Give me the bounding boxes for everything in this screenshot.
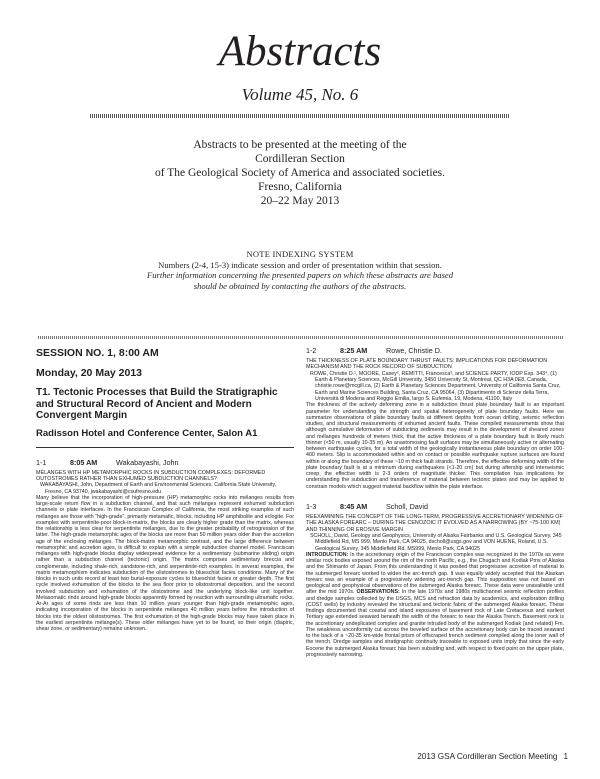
indexing-note xyxy=(0,249,600,291)
abstract-number: 1-1 xyxy=(36,457,47,467)
abstract-header xyxy=(306,502,564,512)
abstract-time: 8:45 AM xyxy=(340,501,368,511)
abstract-body: Many believe that the incorporation of high-pressure (HP) metamorphic rocks into mélanges results from large-scale return flow in a subduction channel, and that such mélanges represent exhumed subduction channels or plate interfaces. In the Franciscan Complex of California, the most striking examples of such mélanges are those with "high-grade", primarily metamafic, blocks, including HP amphibolite and eclogite. For examples with serpentinite-poor block-in-matrix, the blocks are clearly higher grade than the matrix, whereas the relationship is less clear for serpentinite mélanges, due to the greater probability of retrogression of the latter. The high-grade metamorphic ages of the blocks are more than 50 million years older than the accretion age of the enclosing mélanges. The block-matrix metamorphic contrast, and the large difference between metamorphic and accretion ages, is difficult to explain with a simple subduction channel model. Franciscan mélanges with high-grade blocks display widespread evidence for a sedimentary (submarine sliding) origin rather than a subduction channel (tectonic) origin. The matrix comprises sedimentary breccia and conglomerate, including shale-rich, sandstone-rich, and serpentinite-rich examples. In several examples, the matrix metamorphism indicates subduction of the olistostromes to blueschist facies conditions. Many of the blocks in such units record at least two burial-exposure cycles to blueschist facies or greater depth. The first cycle involved exhumation of the blocks to the sea floor prior to olistostromal deposition, and the second involved subduction and exhumation of the olistostrome and the underlying block-like unit together. Metasomatic rinds around high-grade blocks apparently formed by reaction with surrounding ultramafic rocks. Ar-Ar ages of some rinds are less than 10 million years younger than high-grade metamorphic ages, indicating incorporation of the blocks in serpentinite mélanges 40 million years before the introduction of blocks into the oldest olistostromes. The first exhumation of the high-grade blocks may have taken place in the earliest serpentinite mélange(s). These older mélanges have yet to be found, so their origin (diapiric, shear zone, or sedimentary) remains unknown. xyxy=(36,494,294,633)
session-title: T1. Tectonic Processes that Build the Stratigraphic and Structural Record of Ancient and Modern Convergent Margin xyxy=(36,387,278,421)
abstract-author: Scholl, David xyxy=(386,501,428,511)
session-rule xyxy=(36,447,294,448)
abstract-affiliation: SCHOLL, David, Geology and Geophysics, University of Alaska Fairbanks and U.S. Geological Survey, 345 Middlefield Rd, MS 999, Menlo Park, CA 94025, dscholl@usgs.gov and VON HUENE, Roland, U.S. Geological Survey, 345 Middlefield Rd. MS999, Menlo Park, CA 94025 xyxy=(310,532,562,552)
header-divider xyxy=(90,114,510,118)
abstract-observations-text: In the late 1970s and 1980s multichannel seismic reflection profiles and dredge samples collected by the USGS, MCS and refraction data by academics, and exploration drilling (COST wells) by industry revealed the structural and tectonic fabric of the submerged Alaska forearc. These findings documented that coastal and island exposures of basement rock of Late Cretaceous and earliest Tertiary age extended seaward beneath the width of the forearc to near the Alaska Trench. Basement rock is the accretionary undeplicated complex and granite intruded body of the submerged Kodiak (and related) Fm. The weakness unconformity cut across the beveled surface of the accretionary body can be traced seaward to the back of a ~20-35 km-wide frontal prism of offscraped trench sediment compiled along the inner wall of the trench. Dredge samples and stratigraphic continuity traceable to exposed units imply that since the early Eocene the submerged Alaska forearc has been subsiding and, with respect to fixed point on the upper plate, progressively narrowing. xyxy=(306,589,564,658)
meeting-info xyxy=(0,138,600,208)
intro-label: INTRODUCTION: xyxy=(306,551,349,558)
note-line: Numbers (2-4, 15-3) indicate session and order of presentation within that session. xyxy=(158,259,442,270)
abstract-author: Wakabayashi, John xyxy=(116,457,179,467)
abstract-time: 8:25 AM xyxy=(340,346,368,355)
abstract-time: 8:05 AM xyxy=(70,457,98,467)
abstract-header xyxy=(306,346,564,356)
session-date: Monday, 20 May 2013 xyxy=(36,367,143,379)
abstract-author: Rowe, Christie D. xyxy=(386,346,442,355)
volume-label: Volume 45, No. 6 xyxy=(241,85,359,104)
left-column xyxy=(36,346,294,632)
abstract-title: THE THICKNESS OF PLATE BOUNDARY THRUST FAULTS: IMPLICATIONS FOR DEFORMATION MECHANISM AND THE ROCK RECORD OF SUBDUCTION xyxy=(306,358,548,371)
note-line: Further information concerning the presented papers on which these abstracts are based xyxy=(146,270,454,281)
abstract-number: 1-2 xyxy=(306,346,317,355)
section-divider xyxy=(38,336,563,339)
observations-label: OBSERVATIONS: xyxy=(356,589,400,596)
abstract-affiliation: ROWE, Christie D.¹, MOORE, Casey², REMITTI, Francesca³, and SCIENCE PARTY, IODP Exp. 343⁴, (1) Earth & Planetary Sciences, McGill University, 3450 University St, Montreal, QC H3A 0E8, Canada, christie.rowe@mcgill.ca, (2) Earth & Planetary Sciences Department, University of California Santa Cruz, Earth and Marine Sciences Building, Santa Cruz, CA 95064, (3) Dipartimento di Scienze della Terra, Università di Modena and Reggio Emilia, largo S. Eufemia, 19, Modena, 41100, Italy xyxy=(310,370,561,403)
abstract-body: The thickness of the actively deforming zone in a subduction thrust plate boundary fault is an important parameter for understanding the strength and spatial heterogeneity of plate boundary faults. Here we summarize observations of plate boundary faults at different depths from ocean drilling, seismic reflection studies, and structural measurements of exhumed ancient faults. These compiled measurements show that although cumulative deformation of subducting sediments may result in the development of sheared zones and mélanges hundreds of meters thick, that the active thickness of a plate boundary fault is likely much thinner (<50 m, usually 10-35 m). An anastomosing fault surfaces may be simultaneously active or alternating between earthquake cycles, for a total width of the geologically instantaneous plate boundary on order 100-400 meters. Slip is accommodated within and on contact or possible earthquake rupture surfaces are found within or along the boundary of these ~10 m thick fault strands. Therefore, the effective deforming width of the plate boundary fault is at a minimum during earthquakes (<1-20 cm) but during aftership and interseismic creep, the effective width is 2-3 orders of magnitude thicker. This compilation has implications for understanding the subduction and transference of material between tectonic plates and may be applied to constrain models which suggest material backflow within the plate interface. xyxy=(306,402,564,490)
meeting-line: 20–22 May 2013 xyxy=(260,195,340,207)
meeting-line: Cordilleran Section xyxy=(255,153,345,165)
abstract-intro-text: In the accretionary origin of the Franciscan complex was recognized in the 1970s as were similar rock bodies exposed around the rim of the north Pacific, e.g., the Chugach and Kodiak Pms of Alaska and the Shimanto of Japan. From this understanding it was posited that progressive accretion of material to the submerged forearc worked to widen the arc-trench gap. It was equally widely accepted that the Alaskan forearc was an example of a progressively widening arc-trench gap. This supposition was not based on geological and geophysical observations of the submerged Alaska forearc. These data were unavailable until after the mid 1970s. xyxy=(306,551,564,596)
abstract-affiliation: WAKABAYASHI, John, Department of Earth and Environmental Sciences, California State University, Fresno, CA 93740, jwakabayashi@csufresno.edu xyxy=(40,482,277,495)
page-footer xyxy=(417,752,568,762)
meeting-line: Fresno, California xyxy=(258,181,342,193)
session-room: Radisson Hotel and Conference Center, Salon A1 xyxy=(36,427,258,439)
abstract-number: 1-3 xyxy=(306,501,317,511)
note-line: should be obtained by contacting the authors of the abstracts. xyxy=(193,280,407,291)
abstract-body xyxy=(306,552,564,658)
meeting-line: of The Geological Society of America and associated societies. xyxy=(154,167,446,179)
abstract-title: MÉLANGES WITH HP METAMORPHIC ROCKS IN SUBDUCTION COMPLEXES: DEFORMED OUTOSTROMES RATHER THAN EXHUMED SUBDUCTION CHANNELS? xyxy=(36,469,266,482)
footer-text: 2013 GSA Cordilleran Section Meeting xyxy=(417,752,558,761)
meeting-line: Abstracts to be presented at the meeting of the xyxy=(193,139,407,151)
session-name: SESSION NO. 1, 8:00 AM xyxy=(36,347,159,359)
abstract-header xyxy=(36,458,294,468)
right-column xyxy=(306,346,564,658)
abstract-title: REEXAMINING THE CONCEPT OF THE LONG-TERM, PROGRESSIVE ACCRETIONARY WIDENING OF THE ALASKA FOREARC – DURING THE CENOZOIC IT EVOLVED AS A NARROWING (BY ~75-100 KM) AND THINNING OR EROSIVE MARGIN xyxy=(306,513,563,533)
journal-title: Abstracts xyxy=(218,28,382,75)
page-number: 1 xyxy=(563,752,568,761)
note-title: NOTE INDEXING SYSTEM xyxy=(246,249,354,259)
